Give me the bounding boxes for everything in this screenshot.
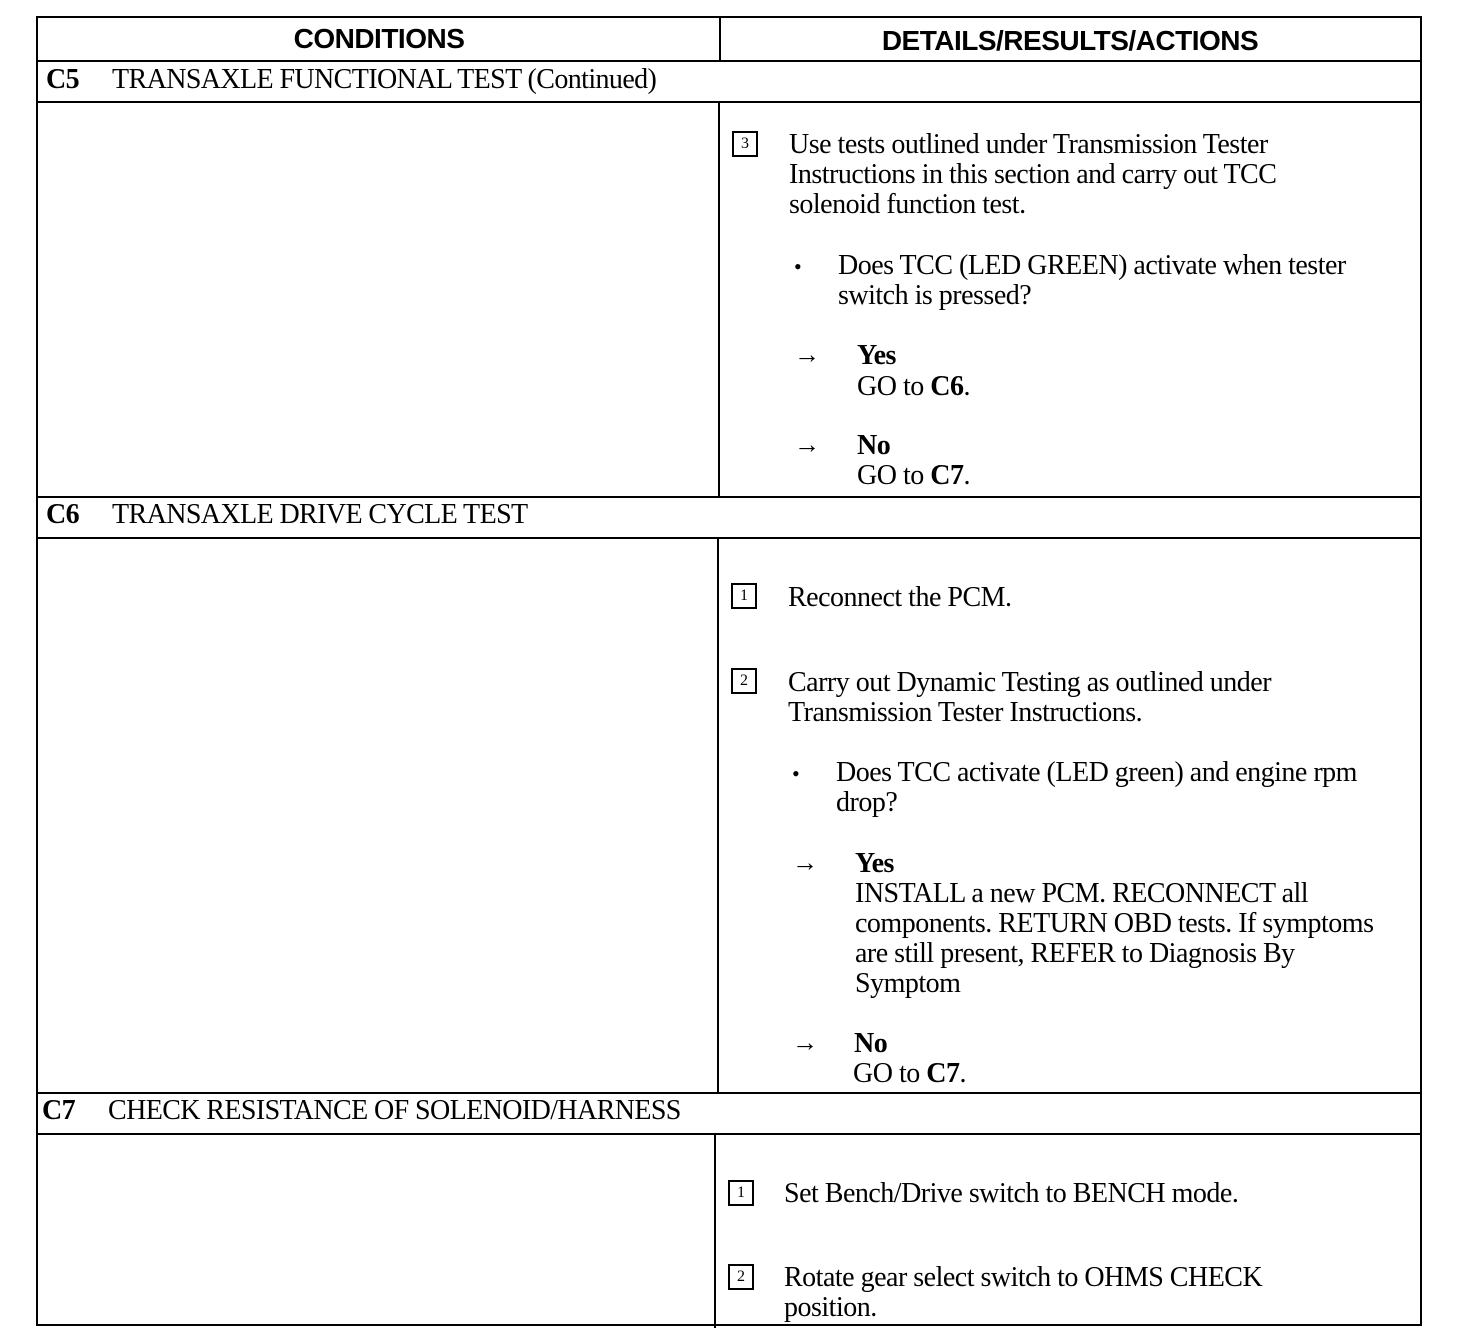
arrow-right-icon: → bbox=[792, 1028, 818, 1057]
section-code: C7 bbox=[42, 1095, 76, 1126]
step-text: Rotate gear select switch to OHMS CHECK position. bbox=[784, 1262, 1263, 1323]
step-number-box: 2 bbox=[731, 668, 757, 694]
step-text: Set Bench/Drive switch to BENCH mode. bbox=[784, 1178, 1239, 1209]
c5-column-divider bbox=[718, 101, 720, 496]
step-number-box: 2 bbox=[728, 1264, 754, 1290]
arrow-right-icon: → bbox=[794, 430, 820, 459]
conditions-header: CONDITIONS bbox=[293, 23, 465, 54]
no-action bbox=[857, 461, 970, 491]
yes-label: Yes bbox=[855, 848, 894, 879]
no-action-text: GO to bbox=[853, 1058, 920, 1089]
section-title-c6 bbox=[46, 499, 528, 531]
c5-title-divider bbox=[38, 101, 1420, 103]
no-action-text: GO to bbox=[857, 460, 924, 491]
section-title-text: TRANSAXLE DRIVE CYCLE TEST bbox=[112, 499, 528, 530]
section-title-text: CHECK RESISTANCE OF SOLENOID/HARNESS bbox=[108, 1095, 681, 1126]
step-number-box: 3 bbox=[732, 131, 758, 157]
c7-top-divider bbox=[38, 1092, 1420, 1094]
yes-action-text: INSTALL a new PCM. RECONNECT all components. RETURN OBD tests. If symptoms are still present, REFER to Diagnosis By Symptom bbox=[855, 878, 1374, 999]
step-text: Use tests outlined under Transmission Tester Instructions in this section and carry out TCC solenoid function test. bbox=[789, 129, 1277, 220]
arrow-right-icon: → bbox=[794, 340, 820, 369]
diagnostic-table bbox=[36, 16, 1422, 1326]
period: . bbox=[963, 371, 970, 402]
c7-column-divider bbox=[714, 1133, 716, 1328]
section-code: C6 bbox=[46, 499, 80, 530]
step-number-box: 1 bbox=[728, 1180, 754, 1206]
arrow-right-icon: → bbox=[792, 848, 818, 877]
no-ref: C7 bbox=[930, 460, 964, 491]
c6-top-divider bbox=[38, 496, 1420, 498]
question-text: Does TCC activate (LED green) and engine rpm drop? bbox=[836, 757, 1357, 818]
section-title-text: TRANSAXLE FUNCTIONAL TEST (Continued) bbox=[112, 64, 657, 95]
period: . bbox=[959, 1058, 966, 1089]
bullet-icon: • bbox=[794, 254, 802, 279]
section-code: C5 bbox=[46, 64, 80, 95]
yes-action bbox=[857, 372, 970, 402]
no-label: No bbox=[854, 1028, 888, 1059]
step-text: Carry out Dynamic Testing as outlined under Transmission Tester Instructions. bbox=[788, 667, 1272, 728]
yes-action-text: GO to bbox=[857, 371, 924, 402]
header-column-divider bbox=[719, 18, 721, 60]
section-title-c5 bbox=[46, 64, 656, 96]
step-text: Reconnect the PCM. bbox=[788, 582, 1012, 613]
question-text: Does TCC (LED GREEN) activate when tester switch is pressed? bbox=[838, 250, 1346, 311]
no-ref: C7 bbox=[926, 1058, 960, 1089]
yes-ref: C6 bbox=[930, 371, 964, 402]
no-action bbox=[853, 1059, 966, 1089]
bullet-icon: • bbox=[792, 761, 800, 786]
details-header: DETAILS/RESULTS/ACTIONS bbox=[881, 25, 1259, 56]
c6-column-divider bbox=[717, 537, 719, 1092]
section-title-c7 bbox=[42, 1095, 681, 1127]
period: . bbox=[963, 460, 970, 491]
yes-label: Yes bbox=[857, 340, 896, 371]
c6-title-divider bbox=[38, 537, 1420, 539]
step-number-box: 1 bbox=[731, 583, 757, 609]
no-label: No bbox=[857, 430, 891, 461]
c7-title-divider bbox=[38, 1133, 1420, 1135]
header-divider bbox=[38, 60, 1420, 62]
